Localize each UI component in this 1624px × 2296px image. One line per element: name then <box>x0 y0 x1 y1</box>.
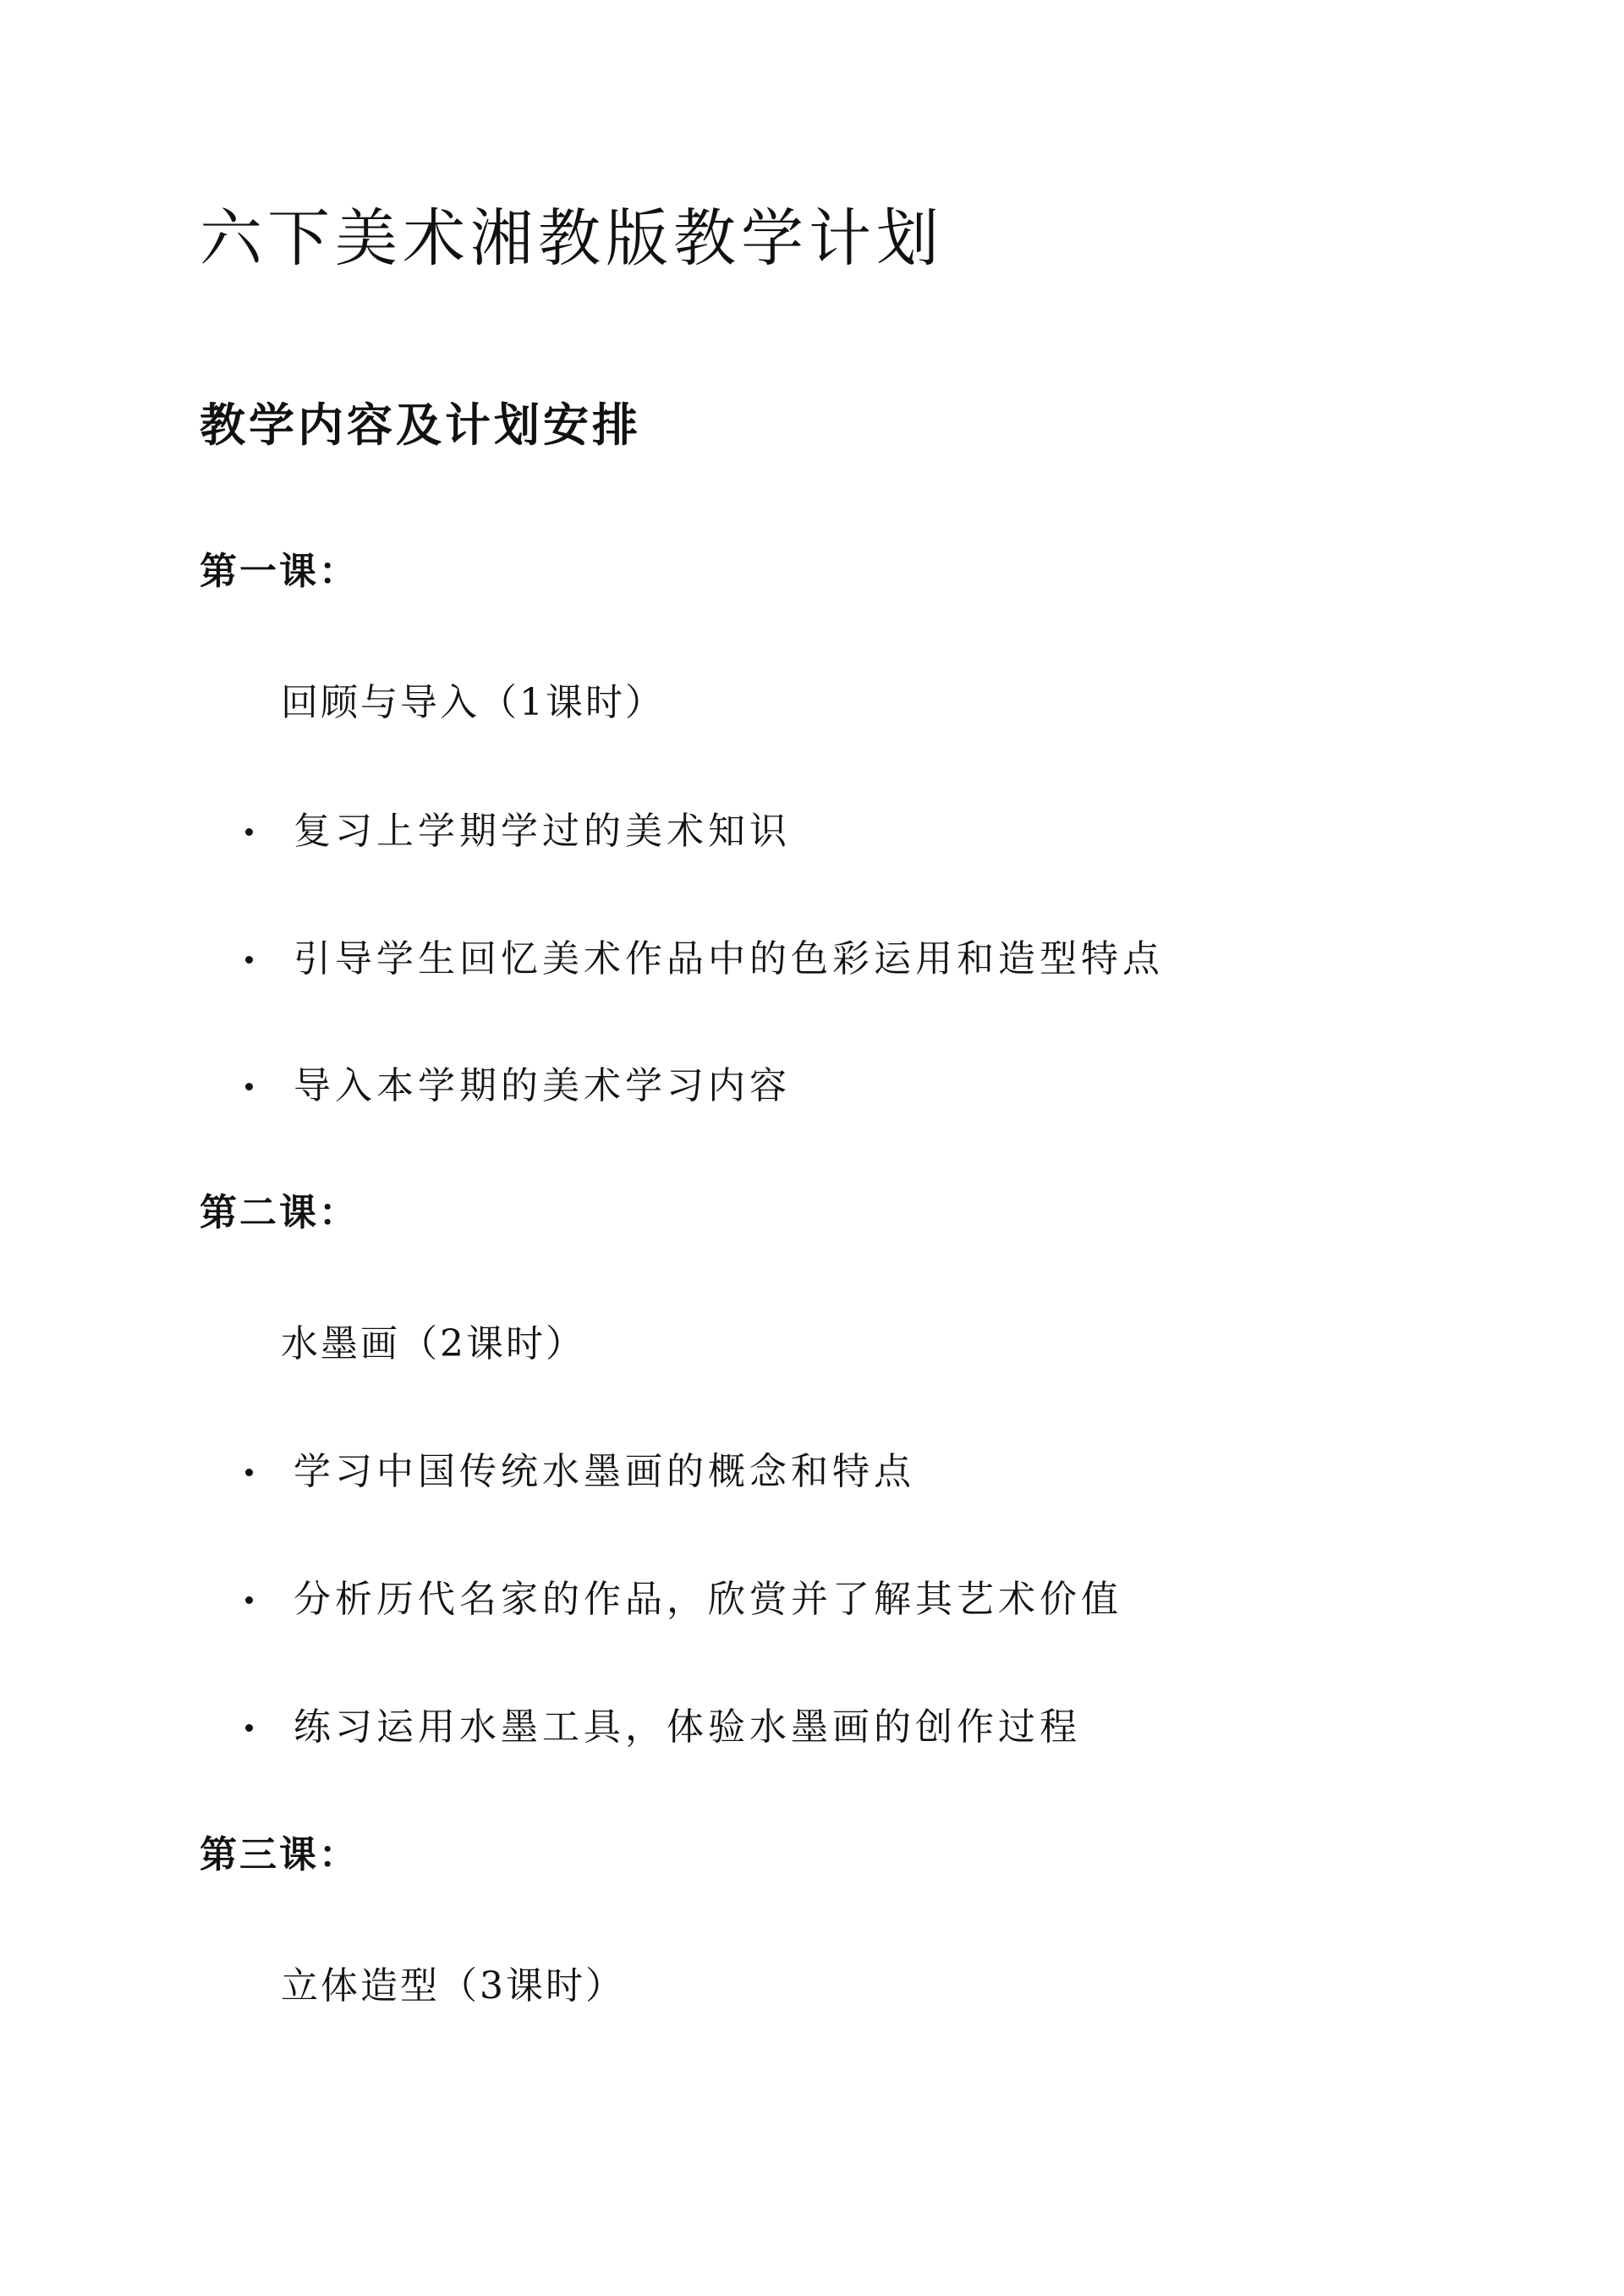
lesson-2-item-1 <box>245 1450 915 1495</box>
lesson-3-label: 第三课： <box>200 1833 359 1876</box>
bullet-text: 练习运用水墨工具，体验水墨画的创作过程 <box>294 1706 1081 1749</box>
bullet-icon <box>245 1469 253 1476</box>
bullet-icon <box>245 1083 253 1090</box>
document-title: 六下美术湘教版教学计划 <box>200 202 944 275</box>
section-heading: 教学内容及计划安排 <box>200 398 641 452</box>
bullet-text: 分析历代名家的作品，欣赏并了解其艺术价值 <box>294 1578 1122 1621</box>
bullet-icon <box>245 1724 253 1732</box>
bullet-icon <box>245 828 253 836</box>
bullet-icon <box>245 1596 253 1604</box>
bullet-text: 复习上学期学过的美术知识 <box>294 810 791 853</box>
bullet-text: 引导学生回忆美术作品中的色彩运用和造型特点 <box>294 937 1164 980</box>
lesson-3-topic: 立体造型（3课时） <box>281 1964 625 2008</box>
lesson-1-item-1 <box>245 810 791 854</box>
lesson-2-label: 第二课： <box>200 1191 359 1234</box>
lesson-1-item-3 <box>245 1064 791 1109</box>
lesson-2-topic: 水墨画（2课时） <box>281 1322 585 1365</box>
bullet-text: 学习中国传统水墨画的概念和特点 <box>294 1450 915 1493</box>
bullet-icon <box>245 956 253 964</box>
lesson-1-label: 第一课： <box>200 550 359 593</box>
lesson-1-item-2 <box>245 937 1164 982</box>
lesson-1-topic: 回顾与导入（1课时） <box>281 681 665 724</box>
lesson-2-item-2 <box>245 1578 1122 1623</box>
bullet-text: 导入本学期的美术学习内容 <box>294 1064 791 1107</box>
lesson-2-item-3 <box>245 1706 1081 1750</box>
